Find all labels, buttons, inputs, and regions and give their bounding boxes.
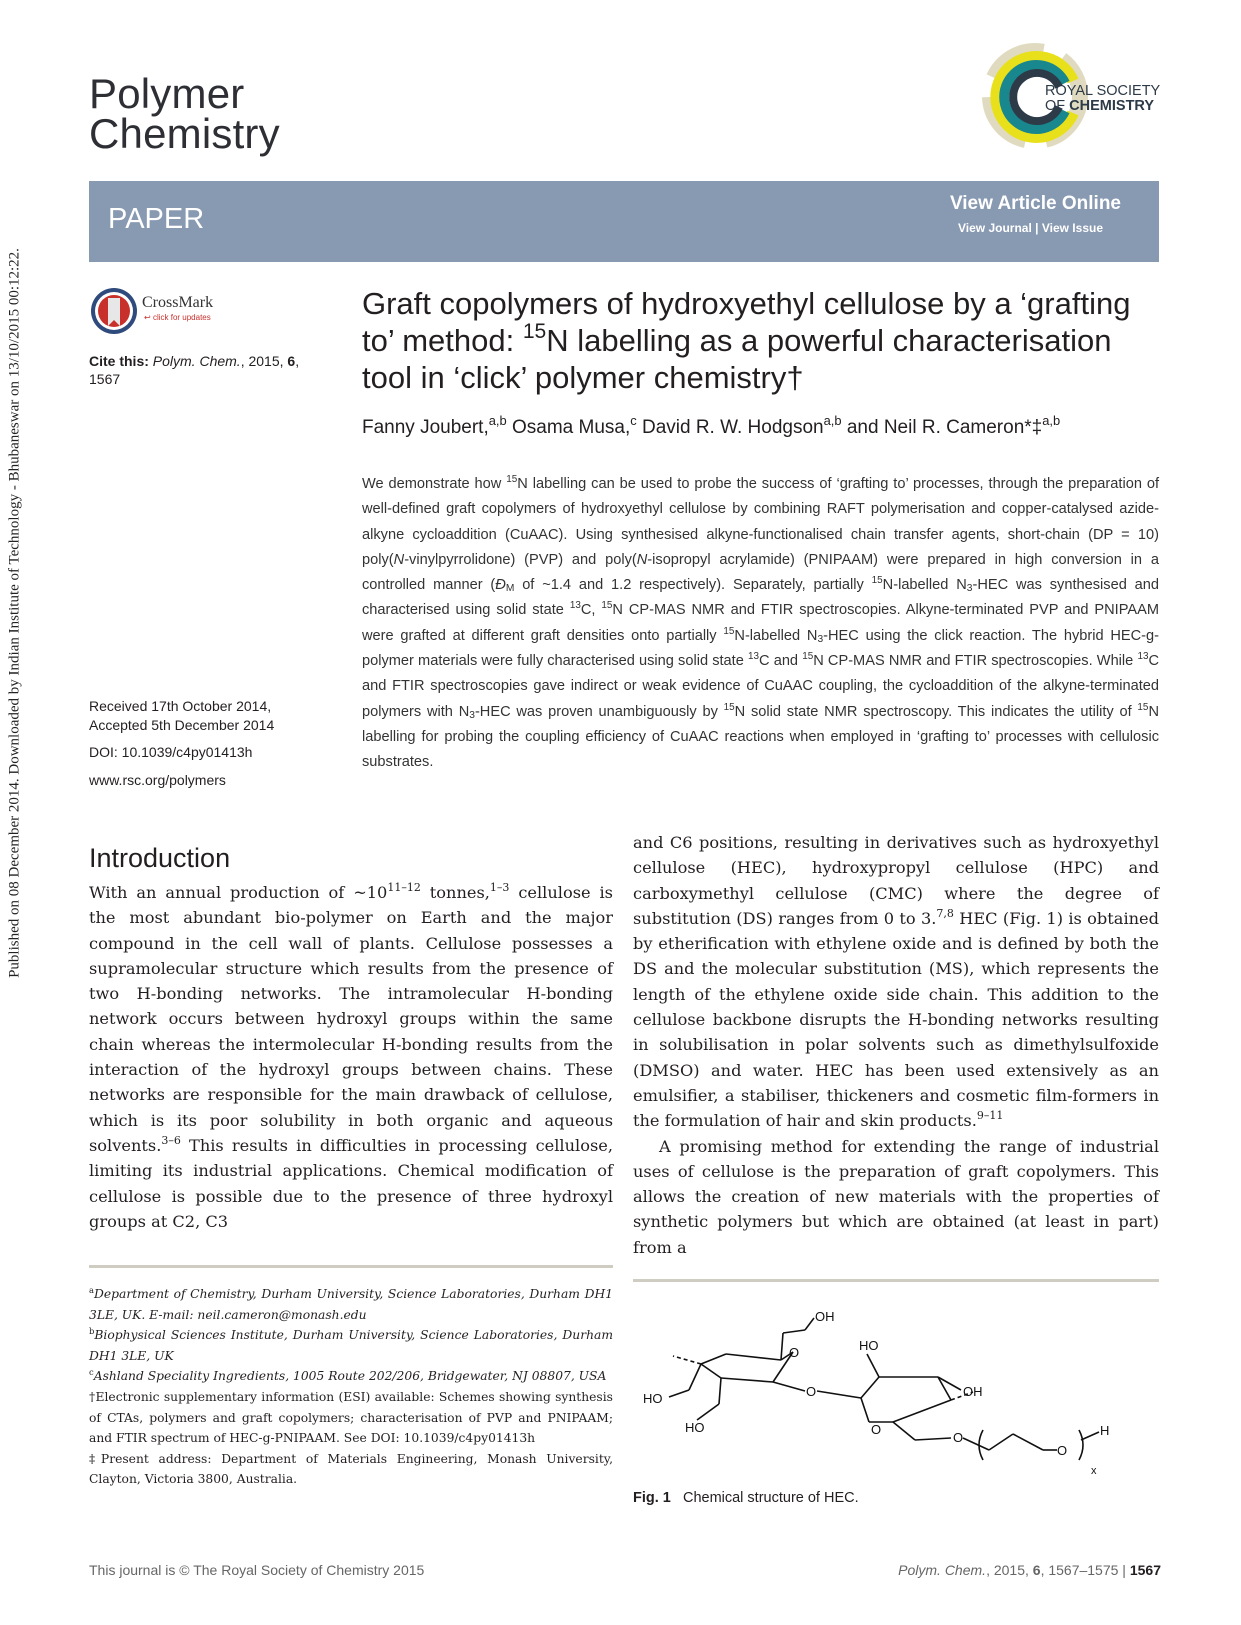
figure-rule <box>633 1279 1159 1282</box>
body-column-left <box>89 880 613 1231</box>
author[interactable]: David R. W. Hodgson <box>636 417 824 438</box>
author-affiliation: a,b <box>823 413 842 428</box>
figure-1-structure <box>633 1300 1159 1485</box>
footnote-rule <box>89 1265 613 1268</box>
figure-label: Fig. 1 <box>633 1490 671 1506</box>
footer-year: , 2015, <box>986 1562 1033 1578</box>
footnote-b: $^b$Biophysical Sciences Institute, Durham University, Science Laboratories, Durham DH1 3LE, UK <box>89 1326 613 1363</box>
article-title: Graft copolymers of hydroxyethyl cellulose by a ‘grafting to’ method: $^{15}$N labelling as a powerful characterisation tool in ‘click’ polymer chemistry† <box>362 286 1131 395</box>
footnote-present-address: ‡Present address: Department of Materials Engineering, Monash University, Clayton, Victoria 3800, Australia. <box>89 1451 613 1487</box>
article-banner <box>89 181 1159 262</box>
crossmark-icon <box>89 286 139 336</box>
crossmark-label: CrossMark <box>142 294 214 311</box>
footer-volume: 6 <box>1032 1562 1041 1578</box>
footnote-c: $^c$Ashland Speciality Ingredients, 1005 Route 202/206, Bridgewater, NJ 08807, USA <box>89 1367 607 1384</box>
article-dates <box>89 697 329 790</box>
rsc-logo-line1: ROYAL SOCIETY <box>1045 83 1161 99</box>
journal-title <box>89 70 280 157</box>
abstract <box>362 472 1159 776</box>
cite-year: , 2015, <box>240 353 288 369</box>
author-list <box>362 413 1162 439</box>
atom-oh-top: OH <box>815 1309 835 1324</box>
hec-structure-diagram <box>633 1300 1159 1485</box>
citation <box>89 352 319 388</box>
atom-o-link: O <box>806 1384 817 1399</box>
intro-p1-continuation-b: and C6 positions, resulting in derivatives such as hydroxyethyl cellulose (HEC), hydroxypropyl cellulose (HPC) and carboxymethyl cellulose (CMC) where the degree of substitution (DS) ranges from 0 to 3. <box>633 833 1159 928</box>
view-links-separator: | <box>1035 221 1039 235</box>
intro-paragraph-1-cont: and C6 positions, resulting in derivatives such as hydroxyethyl cellulose (HEC), hydroxypropyl cellulose (HPC) and carboxymethyl cellulose (CMC) where the degree of substitution (DS) ranges from 0 to 3.$^{7,8}$ HEC (Fig. 1) is obtained by etherification with ethylene oxide and is defined by both the DS and the molecular substitution (MS), which represents the length of the ethylene oxide side chain. This addition to the cellulose backbone disrupts the H-bonding networks resulting in solubilisation in polar solvents such as dimethylsulfoxide (DMSO) and water. HEC has been used extensively as an emulsifier, a stabiliser, thickeners and cosmetic film-formers in the formulation of hair and skin products.$^{9-11}$ <box>633 833 1159 1131</box>
abstract-text: We demonstrate how $^{15}$N labelling can be used to probe the success of ‘grafting to’ processes, through the preparation of well-defined graft copolymers of hydroxyethyl cellulose by combining RAFT polymerisation and copper-catalysed azide-alkyne cycloaddition (CuAAC). Using synthesised alkyne-functionalised chain transfer agents, short-chain (DP = 10) poly(N-vinylpyrrolidone) (PVP) and poly(N-isopropyl acrylamide) (PNIPAAM) were prepared in high conversion in a controlled manner ($Đ_M$ of ~1.4 and 1.2 respectively). Separately, partially $^{15}$N-labelled $N_3$-HEC was synthesised and characterised using solid state $^{13}$C, $^{15}$N CP-MAS NMR and FTIR spectroscopies. Alkyne-terminated PVP and PNIPAAM were grafted at different graft densities onto partially $^{15}$N-labelled $N_3$-HEC using the click reaction. The hybrid HEC-g-polymer materials were fully characterised using solid state $^{13}$C and $^{15}$N CP-MAS NMR and FTIR spectroscopies. While $^{13}$C and FTIR spectroscopies gave indirect or weak evidence of CuAAC coupling, the cycloaddition of the alkyne-terminated polymers with $N_3$-HEC was proven unambiguously by $^{15}$N solid state NMR spectroscopy. This indicates the utility of $^{15}$N labelling for probing the coupling efficiency of CuAAC reactions when employed in ‘grafting to’ processes with cellulosic substrates. <box>362 473 1160 771</box>
journal-title-line2: Chemistry <box>89 110 280 157</box>
footnote-a: $^a$Department of Chemistry, Durham University, Science Laboratories, Durham DH1 3LE, UK. E-mail: neil.cameron@monash.edu <box>89 1284 613 1322</box>
atom-o-chain1: O <box>953 1430 964 1445</box>
author[interactable]: and Neil R. Cameron*‡ <box>841 417 1043 438</box>
atom-h-end: H <box>1100 1423 1110 1438</box>
cite-suffix: , <box>295 353 300 369</box>
view-issue-link[interactable]: View Issue <box>1041 221 1103 235</box>
download-stamp-text: Published on 08 December 2014. Downloaded by Indian Institute of Technology - Bhubaneswar on 13/10/2015 00:12:22. <box>6 248 23 978</box>
section-heading-introduction: Introduction <box>89 843 231 873</box>
view-links <box>958 221 1103 235</box>
author-affiliation: c <box>630 413 637 428</box>
page-number: 1567 <box>1129 1562 1161 1578</box>
cite-journal: Polym. Chem. <box>152 353 241 369</box>
intro-paragraph-1: With an annual production of ~10$^{11-12}$ tonnes,$^{1-3}$ cellulose is the most abundant bio-polymer on Earth and the major compound in the cell wall of plants. Cellulose possesses a supramolecular structure which results from the presence of two H-bonding networks. The intramolecular H-bonding network occurs between hydroxyl groups within the same chain whereas the intermolecular H-bonding results from the interaction of the hydroxyl groups between chains. These networks are responsible for the main drawback of cellulose, which is its poor solubility in both organic and aqueous solvents.$^{3-6}$ This results in difficulties in processing cellulose, limiting its industrial applications. Chemical modification of cellulose is possible due to the presence of three hydroxyl groups at C2, C3 <box>89 881 613 1231</box>
crossmark-badge[interactable] <box>89 286 239 340</box>
footer-citation <box>898 1562 1161 1578</box>
body-column-right <box>633 830 1159 1260</box>
footer-pages: , 1567–1575 <box>1040 1562 1119 1578</box>
footnote-esi: †Electronic supplementary information (ESI) available: Schemes showing synthesis of CTAs, polymers and graft copolymers; characterisation of PVP and PNIPAAM; and FTIR spectrum of HEC-g-PNIPAAM. See DOI: 10.1039/c4py01413h <box>89 1389 613 1446</box>
crossmark-sublabel: ↩ click for updates <box>144 313 211 322</box>
rsc-logo-line2: OF CHEMISTRY <box>1045 98 1155 114</box>
accepted-date: Accepted 5th December 2014 <box>89 717 275 733</box>
cite-page: 1567 <box>89 371 121 387</box>
author-affiliation: a,b <box>488 413 507 428</box>
figure-1-caption <box>633 1490 859 1506</box>
atom-oh-right: OH <box>963 1384 983 1399</box>
intro-p1-continuation-a: This results in difficulties in processing cellulose, limiting its industrial applications. Chemical modification of cellulose is possible due to the presence of three hydroxyl groups at C2, C3 <box>89 1135 613 1231</box>
received-date: Received 17th October 2014, <box>89 698 272 714</box>
view-article-online-link[interactable]: View Article Online <box>949 193 1121 214</box>
footer-copyright: This journal is © The Royal Society of Chemistry 2015 <box>89 1562 425 1578</box>
article-type-label: PAPER <box>108 203 205 235</box>
view-journal-link[interactable]: View Journal <box>957 221 1032 235</box>
doi[interactable]: DOI: 10.1039/c4py01413h <box>89 744 253 760</box>
rsc-logo-icon <box>983 41 1163 151</box>
footer-journal: Polym. Chem. <box>898 1562 987 1578</box>
cite-prefix: Cite this: <box>89 353 153 369</box>
author[interactable]: Fanny Joubert, <box>362 417 489 438</box>
footer-separator: | <box>1118 1562 1130 1578</box>
repeat-index-x: x <box>1091 1465 1097 1477</box>
atom-o-ring1: O <box>789 1345 800 1360</box>
cite-volume: 6 <box>287 353 296 369</box>
author-affiliation: a,b <box>1042 413 1061 428</box>
figure-caption-text: Chemical structure of HEC. <box>682 1490 859 1506</box>
journal-title-line1: Polymer <box>89 70 245 117</box>
download-stamp <box>6 203 24 1023</box>
atom-ho-left: HO <box>643 1391 663 1406</box>
intro-paragraph-2: A promising method for extending the range of industrial uses of cellulose is the preparation of graft copolymers. This allows the creation of new materials with the properties of synthetic polymers but which are obtained (at least in part) from a <box>633 1136 1159 1257</box>
atom-o-ring2: O <box>871 1422 882 1437</box>
author[interactable]: Osama Musa, <box>506 417 631 438</box>
atom-o-chain2: O <box>1057 1443 1068 1458</box>
atom-ho-bottom: HO <box>685 1420 705 1435</box>
footnotes <box>89 1284 613 1490</box>
atom-ho-right-top: HO <box>859 1338 879 1353</box>
journal-url[interactable]: www.rsc.org/polymers <box>89 772 226 788</box>
rsc-logo[interactable] <box>983 41 1163 151</box>
arrow-left-icon: ↩ <box>144 313 153 322</box>
